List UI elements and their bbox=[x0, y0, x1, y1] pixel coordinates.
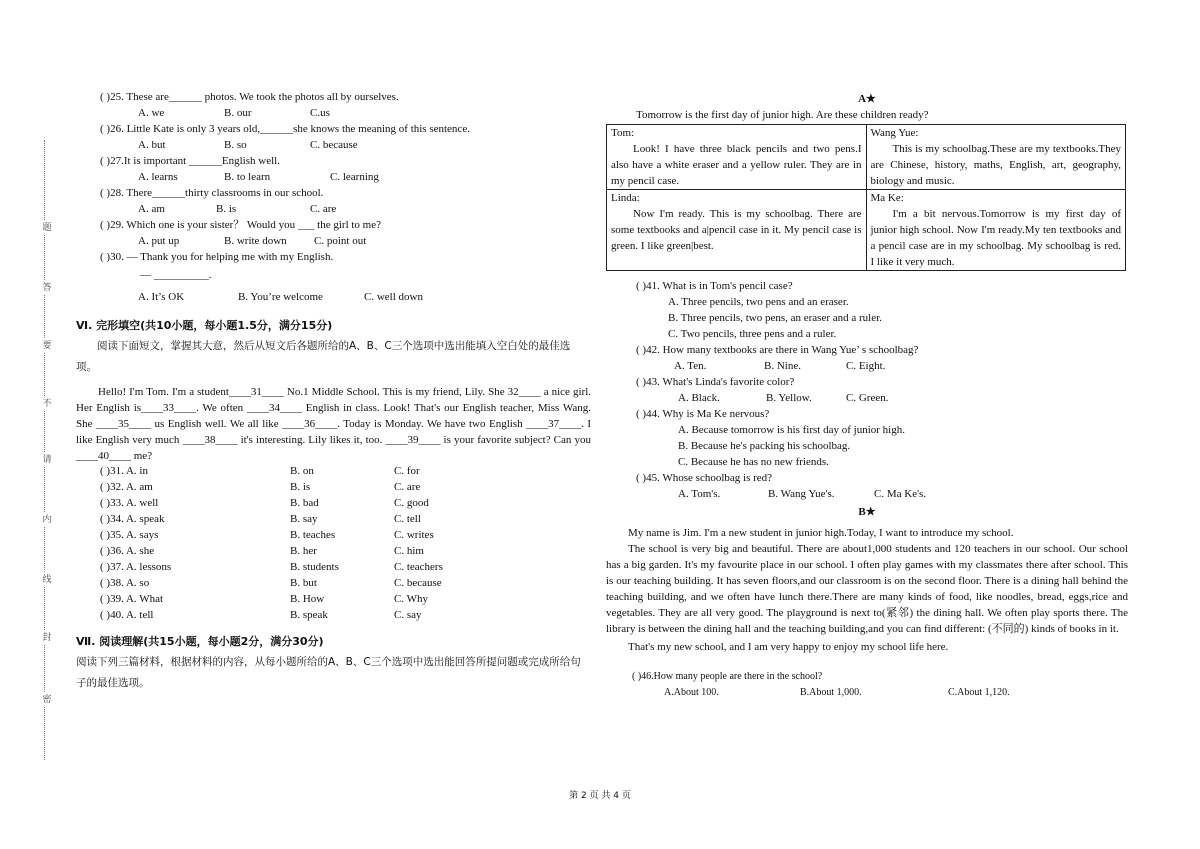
question-30-options bbox=[76, 286, 591, 308]
cloze-row bbox=[76, 560, 591, 576]
option: C. Eight. bbox=[846, 360, 886, 372]
speaker-text: Look! I have three black pencils and two pens.I also have a white eraser and a yellow ruler. They are in my pencil case. bbox=[611, 143, 862, 187]
cloze-item: ( )39. A. What bbox=[100, 593, 164, 605]
speaker-name: Linda: bbox=[611, 192, 640, 204]
question-46-options bbox=[606, 685, 1128, 701]
option: B. say bbox=[290, 513, 318, 525]
section-6-instructions: 阅读下面短文，掌握其大意，然后从短文后各题所给的A、B、C三个选项中选出能填入空白处的最佳选项。 bbox=[76, 340, 571, 373]
cloze-row bbox=[76, 592, 591, 608]
question-45-options bbox=[606, 487, 1128, 503]
passage-b-paragraph: My name is Jim. I'm a new student in junior high.Today, I want to introduce my school. bbox=[628, 527, 1014, 539]
page-number-footer: 第 2 页 共 4 页 bbox=[569, 791, 631, 801]
speaker-text: Now I'm ready. This is my schoolbag. There are some textbooks and a|pencil case in it. My pencil case is green. I like green|best. bbox=[611, 208, 862, 252]
cloze-row bbox=[76, 544, 591, 560]
cloze-row bbox=[76, 528, 591, 544]
option: C. Ma Ke's. bbox=[874, 488, 927, 500]
option: B. teaches bbox=[290, 529, 336, 541]
question-41: ( )41. What is in Tom's pencil case? bbox=[636, 280, 793, 292]
option: B. Yellow. bbox=[766, 392, 812, 404]
option: B. Nine. bbox=[764, 360, 801, 372]
question-45: ( )45. Whose schoolbag is red? bbox=[636, 472, 773, 484]
question-28: ( )28. There______thirty classrooms in our school. bbox=[100, 187, 324, 199]
question-26: ( )26. Little Kate is only 3 years old,______she knows the meaning of this sentence. bbox=[100, 123, 470, 135]
cloze-row bbox=[76, 480, 591, 496]
passage-b-paragraph: That's my new school, and I am very happy to enjoy my school life here. bbox=[628, 641, 949, 653]
option: A. It’s OK bbox=[138, 291, 185, 303]
binding-char: 不 bbox=[40, 396, 54, 411]
option: C.us bbox=[310, 107, 330, 119]
option: C. learning bbox=[330, 171, 379, 183]
question-29-options bbox=[76, 234, 591, 250]
option: C. are bbox=[310, 203, 337, 215]
question-42-options bbox=[606, 359, 1128, 375]
option: A. Because tomorrow is his first day of junior high. bbox=[678, 424, 905, 436]
speaker-text: This is my schoolbag.These are my textbooks.They are Chinese, history, maths, English, art, geography, biology and music. bbox=[870, 143, 1121, 187]
cloze-item: ( )36. A. she bbox=[100, 545, 155, 557]
option: C. for bbox=[394, 465, 420, 477]
option: C. point out bbox=[314, 235, 367, 247]
passage-b-paragraph: The school is very big and beautiful. There are about1,000 students and 120 teachers in our school. Our school has a big garden. It's my favourite place in our school. I often play games with my classmates there after school. This is our teaching building. It has seven floors,and our classroom is on the second floor. There is a dining hall behind the teaching building, and we often have lunch there.There are many kinds of food, like noodles, bread, eggs,rice and vegetables. They are all very good. The playground is next to(紧邻) the dining hall. We often play sports there. The library is between the dining hall and the teaching building,and you can find different: (不同的) kinds of books in it. bbox=[606, 543, 1128, 635]
cloze-item: ( )31. A. in bbox=[100, 465, 148, 477]
option: B. You’re welcome bbox=[238, 291, 323, 303]
option: C. because bbox=[394, 577, 442, 589]
section-6-title: Ⅵ. 完形填空(共10小题，每小题1.5分，满分15分) bbox=[76, 319, 333, 332]
option: B. but bbox=[290, 577, 317, 589]
binding-char: 密 bbox=[40, 692, 54, 707]
cloze-row bbox=[76, 464, 591, 480]
passage-a-title: A★ bbox=[858, 93, 876, 105]
option: B. Wang Yue's. bbox=[768, 488, 835, 500]
cloze-item: ( )33. A. well bbox=[100, 497, 159, 509]
cloze-row bbox=[76, 512, 591, 528]
left-column bbox=[76, 90, 591, 694]
question-29: ( )29. Which one is your sister？ Would you ___ the girl to me? bbox=[100, 219, 381, 231]
option: A. Three pencils, two pens and an eraser. bbox=[668, 296, 849, 308]
cloze-item: ( )38. A. so bbox=[100, 577, 150, 589]
option: C. him bbox=[394, 545, 424, 557]
option: B. write down bbox=[224, 235, 287, 247]
binding-char: 内 bbox=[40, 512, 54, 527]
linda-cell bbox=[607, 190, 867, 271]
option: C. teachers bbox=[394, 561, 443, 573]
option: A. Tom's. bbox=[678, 488, 721, 500]
option: B. Because he's packing his schoolbag. bbox=[678, 440, 851, 452]
option: C. are bbox=[394, 481, 421, 493]
option: B. our bbox=[224, 107, 252, 119]
question-25-options bbox=[76, 106, 591, 122]
option: B. is bbox=[290, 481, 311, 493]
section-7-instructions: 阅读下列三篇材料，根据材料的内容，从每小题所给的A、B、C三个选项中选出能回答所提问题或完成所给句子的最佳选项。 bbox=[76, 656, 581, 689]
binding-char: 要 bbox=[40, 338, 54, 353]
binding-char: 答 bbox=[40, 280, 54, 295]
option: A. Black. bbox=[678, 392, 720, 404]
speaker-name: Ma Ke: bbox=[870, 192, 904, 204]
question-30: ( )30. — Thank you for helping me with my English. bbox=[100, 251, 334, 263]
cloze-row bbox=[76, 576, 591, 592]
option: B. Three pencils, two pens, an eraser and a ruler. bbox=[668, 312, 882, 324]
wang-yue-cell bbox=[866, 125, 1126, 190]
passage-a-intro: Tomorrow is the first day of junior high. Are these children ready? bbox=[636, 109, 929, 121]
option: B. on bbox=[290, 465, 314, 477]
question-43-options bbox=[606, 391, 1128, 407]
binding-char: 请 bbox=[40, 452, 54, 467]
cloze-item: ( )40. A. tell bbox=[100, 609, 154, 621]
cloze-row bbox=[76, 496, 591, 512]
right-column bbox=[606, 90, 1128, 701]
cloze-options bbox=[76, 464, 591, 624]
cloze-item: ( )32. A. am bbox=[100, 481, 153, 493]
option: B.About 1,000. bbox=[800, 687, 862, 698]
question-46: ( )46.How many people are there in the school? bbox=[632, 671, 823, 682]
option: B. so bbox=[224, 139, 247, 151]
option: A. we bbox=[138, 107, 165, 119]
cloze-item: ( )37. A. lessons bbox=[100, 561, 172, 573]
question-27: ( )27.It is important ______English well. bbox=[100, 155, 280, 167]
question-44: ( )44. Why is Ma Ke nervous? bbox=[636, 408, 770, 420]
question-42: ( )42. How many textbooks are there in Wang Yue’ s schoolbag? bbox=[636, 344, 919, 356]
option: C. writes bbox=[394, 529, 434, 541]
option: C. Because he has no new friends. bbox=[678, 456, 829, 468]
binding-char: 封 bbox=[40, 630, 54, 645]
option: A. learns bbox=[138, 171, 178, 183]
option: C. good bbox=[394, 497, 429, 509]
option: A. but bbox=[138, 139, 166, 151]
tom-cell bbox=[607, 125, 867, 190]
speaker-text: I'm a bit nervous.Tomorrow is my first day of junior high school. Now I'm ready.My ten textbooks and a pencil case are in my schoolbag. My schoolbag is red. I like it very much. bbox=[870, 208, 1121, 268]
option: C. tell bbox=[394, 513, 421, 525]
question-30-response: — __________. bbox=[140, 269, 212, 281]
option: B. How bbox=[290, 593, 325, 605]
speaker-name: Wang Yue: bbox=[870, 127, 919, 139]
option: C. Two pencils, three pens and a ruler. bbox=[668, 328, 837, 340]
cloze-item: ( )34. A. speak bbox=[100, 513, 165, 525]
option: A. am bbox=[138, 203, 165, 215]
option: C. well down bbox=[364, 291, 423, 303]
children-table bbox=[606, 124, 1126, 271]
option: A.About 100. bbox=[664, 687, 719, 698]
option: B. her bbox=[290, 545, 317, 557]
option: C. Green. bbox=[846, 392, 889, 404]
ma-ke-cell bbox=[866, 190, 1126, 271]
question-27-options bbox=[76, 170, 591, 186]
question-25: ( )25. These are______ photos. We took the photos all by ourselves. bbox=[100, 91, 399, 103]
option: A. Ten. bbox=[674, 360, 707, 372]
cloze-item: ( )35. A. says bbox=[100, 529, 159, 541]
option: C. Why bbox=[394, 593, 429, 605]
question-43: ( )43. What's Linda's favorite color? bbox=[636, 376, 795, 388]
binding-char: 线 bbox=[40, 572, 54, 587]
option: C. say bbox=[394, 609, 422, 621]
question-28-options bbox=[76, 202, 591, 218]
passage-b-title: B★ bbox=[858, 506, 876, 518]
cloze-row bbox=[76, 608, 591, 624]
option: C.About 1,120. bbox=[948, 687, 1010, 698]
option: C. because bbox=[310, 139, 358, 151]
option: B. is bbox=[216, 203, 237, 215]
speaker-name: Tom: bbox=[611, 127, 635, 139]
binding-char: 题 bbox=[40, 220, 54, 235]
option: B. bad bbox=[290, 497, 319, 509]
cloze-passage: Hello! I'm Tom. I'm a student____31____ No.1 Middle School. This is my friend, Lily. She 32____ a nice girl. Her English is____33____. We often ____34____ English in class. Look! That's our English teacher, Miss Wang. She ____35____ us English well. We all like ____36____. Today is Monday. We have two English ____37____. I like English very much ____38____ it's interesting. Lily likes it, too. ____39____ is your favorite subject? Can you ____40____ me? bbox=[76, 386, 591, 462]
option: B. speak bbox=[290, 609, 328, 621]
option: B. students bbox=[290, 561, 339, 573]
section-7-title: Ⅶ. 阅读理解(共15小题，每小题2分，满分30分) bbox=[76, 635, 324, 648]
question-26-options bbox=[76, 138, 591, 154]
option: A. put up bbox=[138, 235, 180, 247]
option: B. to learn bbox=[224, 171, 271, 183]
